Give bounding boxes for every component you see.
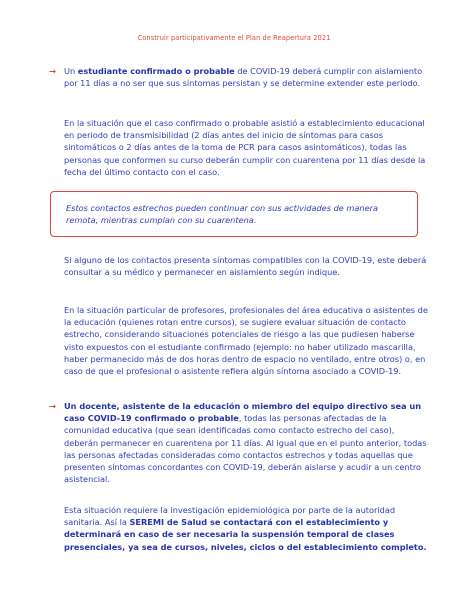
arrow-right-icon: → [49,66,57,76]
paragraph-student-case-bold: estudiante confirmado o probable [77,66,235,76]
paragraph-student-case [64,65,430,89]
page-header: Construir participativamente el Plan de Reapertura 2021 [137,34,331,42]
paragraph-student-case-pre: Un [64,66,78,76]
callout-box [50,191,418,237]
callout-text: Estos contactos estrechos pueden continuar con sus actividades de manera remota, mientras cumplan con su cuarentena. [66,203,379,226]
paragraph-transmission-period: En la situación que el caso confirmado o probable asistió a establecimiento educacional en periodo de transmisibilidad (2 días antes del inicio de síntomas para casos sintomáticos o 2 días antes de la toma de PCR para casos asintomáticos), todas las personas que conformen su curso deberán cumplir con cuarentena por 11 días desde la fecha del último contacto con el caso. [64,118,426,177]
arrow-right-icon: → [49,401,57,411]
paragraph-health-authority [64,504,430,553]
paragraph-staff-case [64,400,430,485]
paragraph-staff-case-post: , todas las personas afectadas de la comunidad educativa (que sean identificadas como contacto estrecho del caso), deberán permanecer en cuarentena por 11 días. Al igual que en el punto anterior, todas las personas afectadas consideradas como contactos estrechos y todas aquellas que presenten síntomas concordantes con COVID-19, deberán aislarse y acudir a un centro asistencial. [64,413,427,485]
paragraph-staff-case-bold: Un docente, asistente de la educación o miembro del equipo directivo sea un caso COVID-19 confirmado o probable [64,401,422,424]
paragraph-health-authority-bold: SEREMI de Salud se contactará con el establecimiento y determinará en caso de ser necesaria la suspensión temporal de clases presenciales, ya sea de cursos, niveles, ciclos o del establecimiento completo. [64,517,427,552]
paragraph-student-case-post: de COVID-19 deberá cumplir con aislamiento por 11 días a no ser que sus síntomas persistan y se determine extender este periodo. [64,66,423,89]
paragraph-symptoms: Si alguno de los contactos presenta síntomas compatibles con la COVID-19, este deberá consultar a su médico y permanecer en aislamiento según indique. [64,255,427,278]
paragraph-health-authority-pre: Esta situación requiere la investigación epidemiológica por parte de la autoridad sanitaria. Así la [64,505,396,528]
paragraph-teachers: En la situación particular de profesores, profesionales del área educativa o asistentes de la educación (quienes rotan entre cursos), se sugiere evaluar situación de contacto estrecho, considerando situaciones potenciales de riesgo a las que pudiesen haberse visto expuestos con el estudiante confirmado (ejemplo: no haber utilizado mascarilla, haber permanecido más de dos horas dentro de espacio no ventilado, entre otros) o, en caso de que el profesional o asistente refiera algún síntoma asociado a COVID-19. [64,305,428,377]
